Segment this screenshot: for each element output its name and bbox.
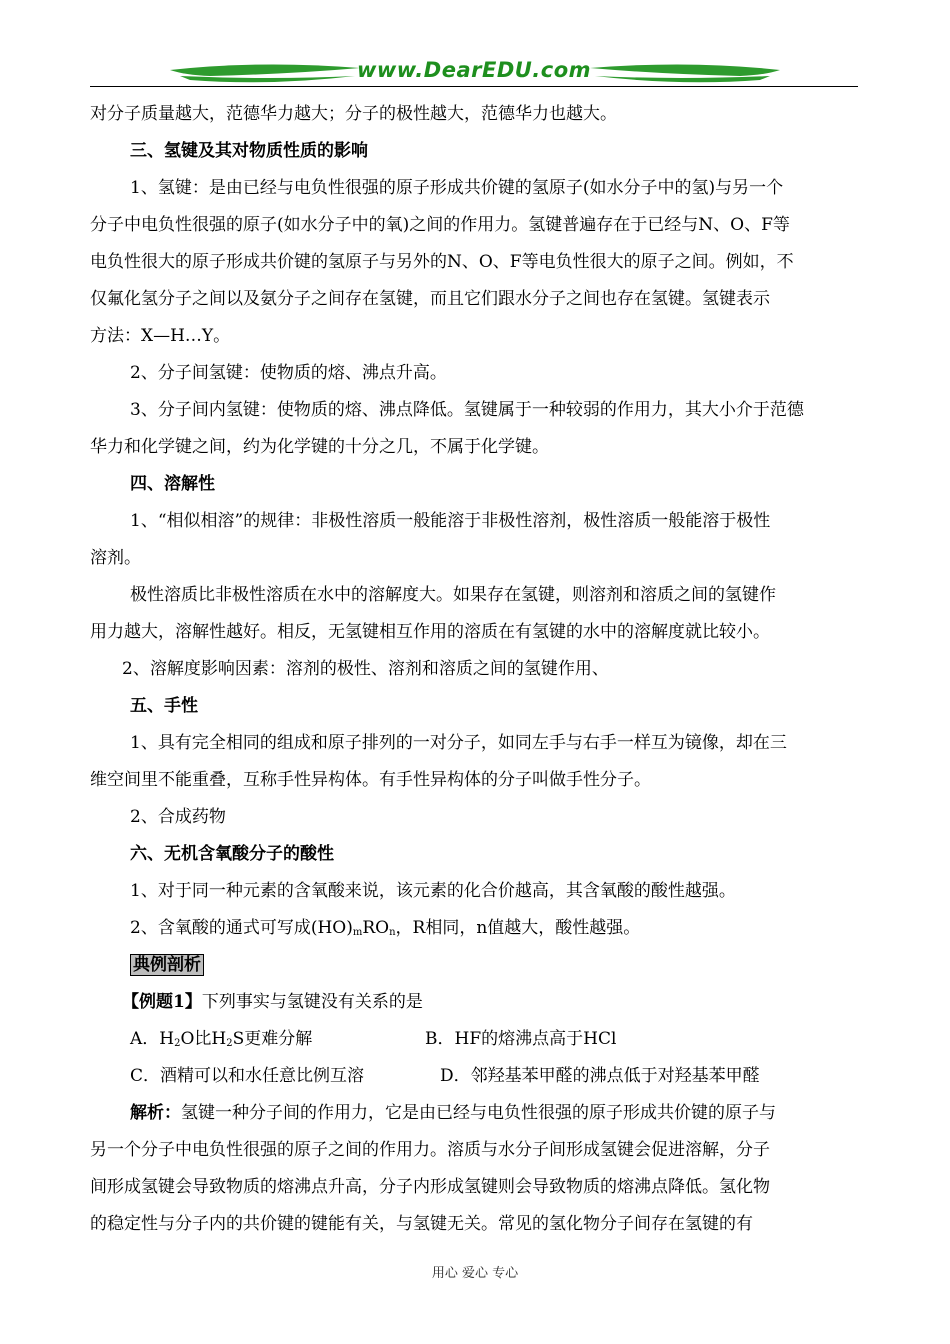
text-line: 分子中电负性很强的原子(如水分子中的氧)之间的作用力。氢键普遍存在于已经与N、O、F等: [90, 215, 790, 235]
text-line: 对分子质量越大，范德华力越大；分子的极性越大，范德华力也越大。: [90, 104, 617, 124]
text-line: 方法：X—H…Y。: [90, 326, 231, 346]
question-text: 下列事实与氢键没有关系的是: [201, 992, 423, 1012]
text-line: 溶剂。: [90, 548, 141, 568]
text-fragment: A．H: [130, 1029, 175, 1049]
answer-line: [90, 1095, 860, 1132]
text-line: 华力和化学键之间，约为化学键的十分之几，不属于化学键。: [90, 437, 549, 457]
subscript: 2: [174, 1038, 181, 1049]
text-line: 另一个分子中电负性很强的原子之间的作用力。溶质与水分子间形成氢键会促进溶解，分子: [90, 1140, 770, 1160]
text-line: 2、合成药物: [130, 807, 226, 827]
text-line: 极性溶质比非极性溶质在水中的溶解度大。如果存在氢键，则溶剂和溶质之间的氢键作: [130, 585, 776, 605]
header-rule: [90, 86, 858, 87]
text-line: 1、氢键：是由已经与电负性很强的原子形成共价键的氢原子(如水分子中的氢)与另一个: [130, 178, 784, 198]
answer-label: 解析：: [130, 1103, 181, 1123]
section-heading: 四、溶解性: [130, 474, 215, 494]
text-line: 用力越大，溶解性越好。相反，无氢键相互作用的溶质在有氢键的水中的溶解度就比较小。: [90, 622, 770, 642]
section-heading: 六、无机含氧酸分子的酸性: [130, 844, 334, 864]
text-line: 仅氟化氢分子之间以及氨分子之间存在氢键，而且它们跟水分子之间也存在氢键。氢键表示: [90, 289, 770, 309]
text-line: 1、对于同一种元素的含氧酸来说，该元素的化合价越高，其含氧酸的酸性越强。: [130, 881, 736, 901]
section-heading: 五、手性: [130, 696, 198, 716]
site-header-banner: [90, 56, 858, 90]
text-line: 电负性很大的原子形成共价键的氢原子与另外的N、O、F等电负性很大的原子之间。例如，不: [90, 252, 794, 272]
text-fragment: S更难分解: [232, 1029, 313, 1049]
text-line: 的稳定性与分子内的共价键的键能有关，与氢键无关。常见的氢化物分子间存在氢键的有: [90, 1214, 753, 1234]
subscript: m: [352, 927, 363, 938]
question-line: [90, 984, 860, 1021]
text-line: 1、“相似相溶”的规律：非极性溶质一般能溶于非极性溶剂，极性溶质一般能溶于极性: [130, 511, 771, 531]
question-label: 【例题1】: [122, 992, 202, 1012]
options-row: [90, 1021, 860, 1058]
options-row: [90, 1058, 860, 1095]
text-fragment: 2、含氧酸的通式可写成(HO): [130, 918, 353, 938]
page-footer: 用心 爱心 专心: [431, 1266, 519, 1281]
text-line: 间形成氢键会导致物质的熔沸点升高，分子内形成氢键则会导致物质的熔沸点降低。氢化物: [90, 1177, 770, 1197]
subscript: 2: [226, 1038, 233, 1049]
text-line: 维空间里不能重叠，互称手性异构体。有手性异构体的分子叫做手性分子。: [90, 770, 651, 790]
text-line: 3、分子间内氢键：使物质的熔、沸点降低。氢键属于一种较弱的作用力，其大小介于范德: [130, 400, 804, 420]
document-body: [90, 96, 860, 1243]
text-line: 2、分子间氢键：使物质的熔、沸点升高。: [130, 363, 447, 383]
option-c: C．酒精可以和水任意比例互溶: [130, 1066, 365, 1086]
text-line: 1、具有完全相同的组成和原子排列的一对分子，如同左手与右手一样互为镜像，却在三: [130, 733, 787, 753]
formula-line: [90, 910, 860, 947]
answer-text: 氢键一种分子间的作用力，它是由已经与电负性很强的原子形成共价键的原子与: [181, 1103, 776, 1123]
option-a: [130, 1021, 425, 1058]
text-fragment: O比H: [180, 1029, 227, 1049]
subscript: n: [389, 927, 396, 938]
text-fragment: RO: [362, 918, 390, 938]
site-url: www.DearEDU.com: [356, 58, 592, 82]
text-fragment: ，R相同，n值越大，酸性越强。: [395, 918, 641, 938]
section-heading: 三、氢键及其对物质性质的影响: [130, 141, 368, 161]
option-d: D．邻羟基苯甲醛的沸点低于对羟基苯甲醛: [440, 1066, 760, 1086]
text-line: 2、溶解度影响因素：溶剂的极性、溶剂和溶质之间的氢键作用、: [122, 659, 609, 679]
example-section-label: 典例剖析: [130, 954, 204, 976]
option-b: B．HF的熔沸点高于HCl: [425, 1029, 617, 1049]
